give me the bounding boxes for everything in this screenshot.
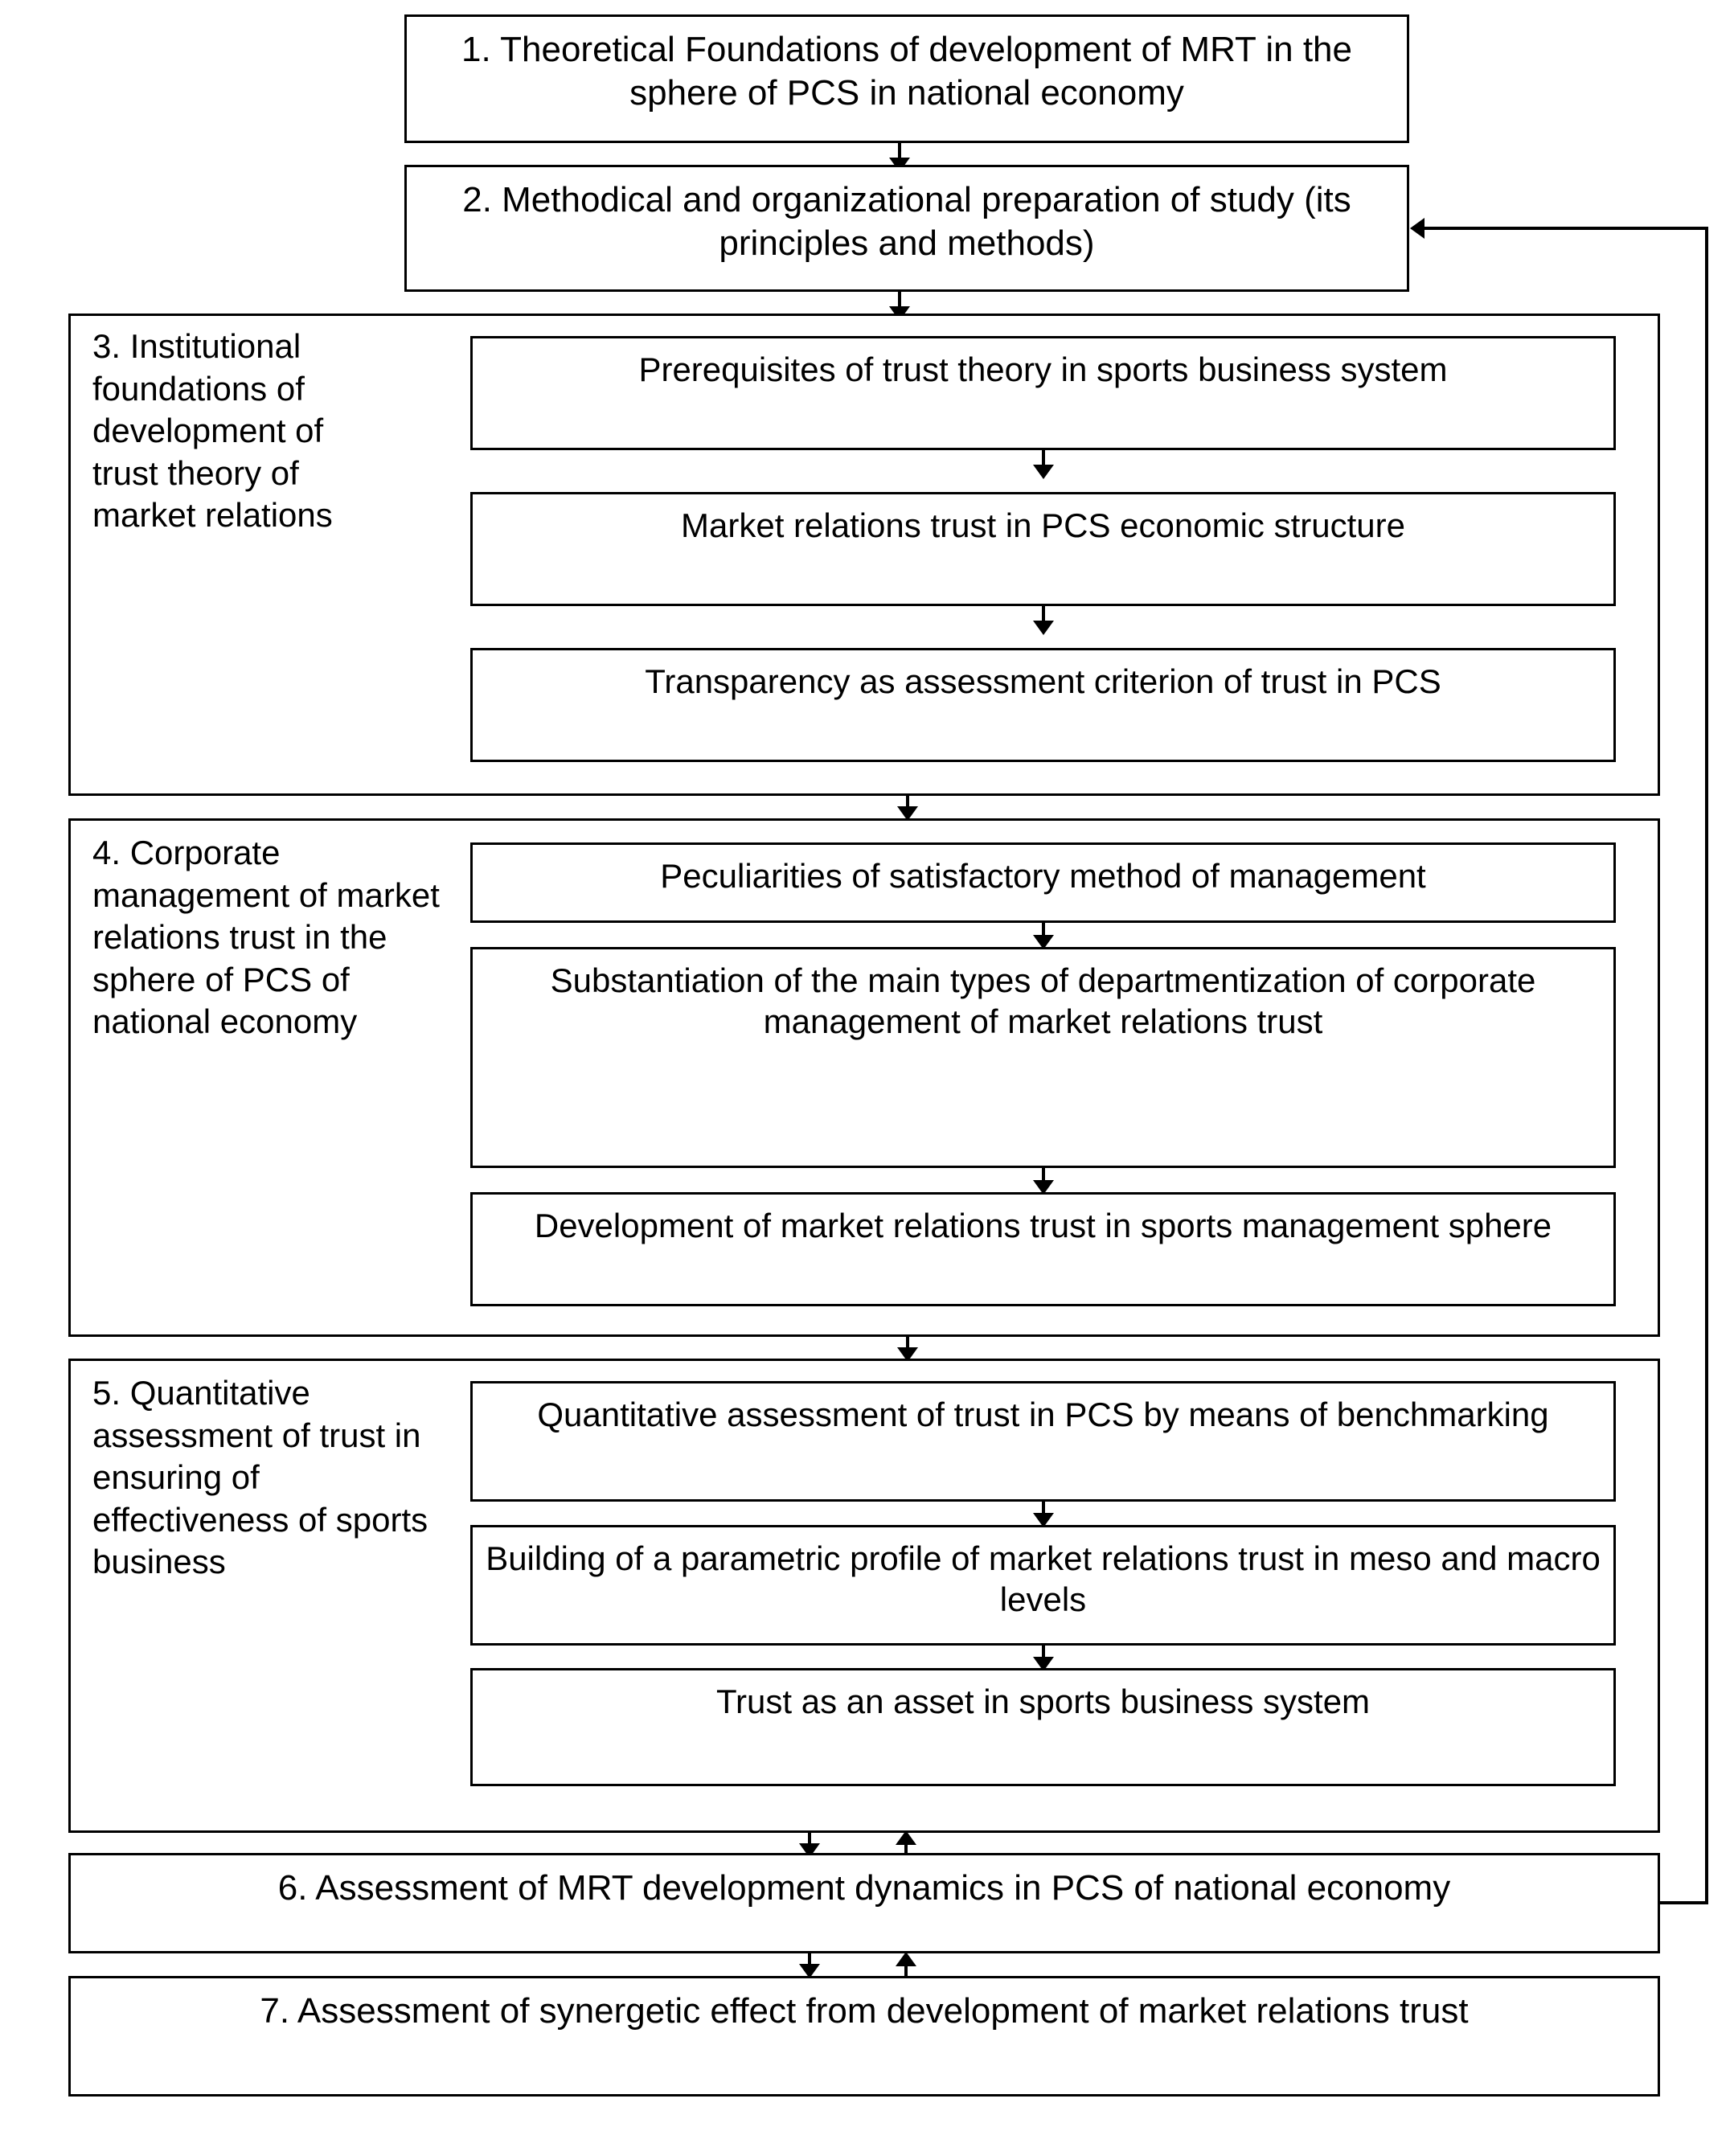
stage-4-substage-3 xyxy=(470,1192,1616,1306)
stage-2-box xyxy=(404,165,1409,292)
stage-4-substage-2 xyxy=(470,947,1616,1168)
stage-5-substage-3-label: Trust as an asset in sports business system xyxy=(715,1683,1371,1720)
feedback-line-vertical xyxy=(1705,227,1708,1904)
stage-7-label: 7. Assessment of synergetic effect from development of market relations trust xyxy=(260,1991,1469,2031)
stage-6-label: 6. Assessment of MRT development dynamics in PCS of national economy xyxy=(277,1868,1451,1908)
arrow-3-1-2-icon xyxy=(1033,465,1054,479)
feedback-line-horizontal-bottom xyxy=(1660,1901,1708,1904)
arrow-6-5-up-icon xyxy=(896,1830,916,1845)
feedback-line-horizontal-top xyxy=(1425,227,1708,230)
stage-3-substage-2-label: Market relations trust in PCS economic structure xyxy=(681,506,1405,544)
stage-5-substage-1 xyxy=(470,1381,1616,1502)
stage-6-box xyxy=(68,1853,1660,1953)
arrow-7-6-up-icon xyxy=(896,1952,916,1966)
stage-4-substage-2-label: Substantiation of the main types of departmentization of corporate management of market relations trust xyxy=(550,961,1536,1041)
stage-3-substage-1 xyxy=(470,336,1616,450)
stage-5-substage-2-label: Building of a parametric profile of market relations trust in meso and macro levels xyxy=(486,1539,1601,1619)
feedback-arrow-icon xyxy=(1410,218,1425,239)
stage-5-substage-2 xyxy=(470,1525,1616,1646)
stage-3-substage-2 xyxy=(470,492,1616,606)
stage-4-substage-3-label: Development of market relations trust in sports management sphere xyxy=(534,1207,1552,1244)
stage-1-box xyxy=(404,14,1409,143)
stage-2-label: 2. Methodical and organizational preparation of study (its principles and methods) xyxy=(462,180,1351,263)
stage-3-substage-1-label: Prerequisites of trust theory in sports business system xyxy=(638,350,1448,388)
stage-4-substage-1 xyxy=(470,842,1616,923)
stage-3-substage-3-label: Transparency as assessment criterion of trust in PCS xyxy=(645,662,1441,700)
stage-1-label: 1. Theoretical Foundations of development of MRT in the sphere of PCS in national economy xyxy=(461,30,1352,113)
stage-4-label: 4. Corporate management of market relations trust in the sphere of PCS of national economy xyxy=(92,834,440,1040)
stage-3-label: 3. Institutional foundations of development of trust theory of market relations xyxy=(92,327,333,534)
stage-5-label: 5. Quantitative assessment of trust in ensuring of effectiveness of sports business xyxy=(92,1374,428,1580)
stage-7-box xyxy=(68,1976,1660,2097)
stage-4-substage-1-label: Peculiarities of satisfactory method of management xyxy=(660,857,1426,895)
stage-3-substage-3 xyxy=(470,648,1616,762)
arrow-3-2-3-icon xyxy=(1033,621,1054,635)
stage-5-substage-3 xyxy=(470,1668,1616,1786)
stage-5-substage-1-label: Quantitative assessment of trust in PCS by means of benchmarking xyxy=(537,1396,1549,1433)
